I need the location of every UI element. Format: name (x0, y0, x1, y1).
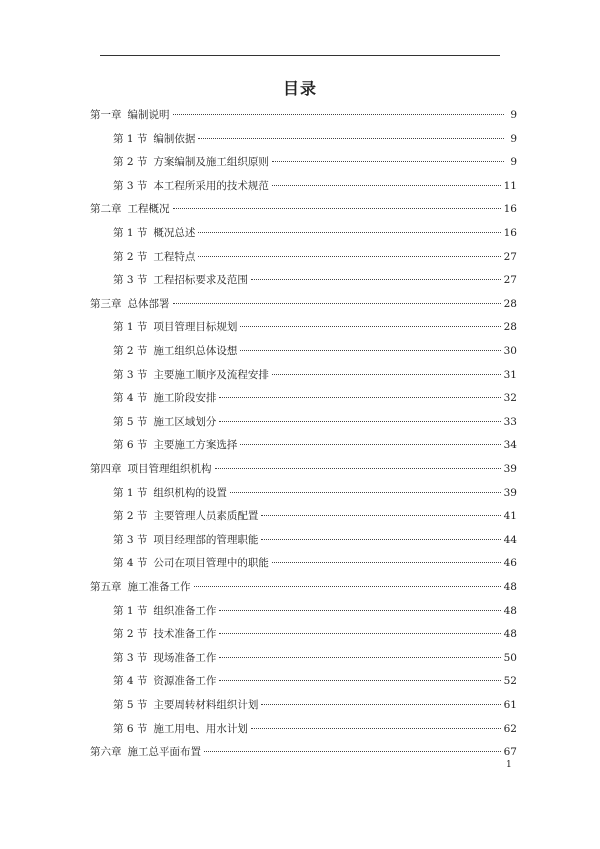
toc-entry[interactable] (113, 225, 517, 241)
toc-entry[interactable] (113, 532, 517, 548)
toc-entry[interactable] (90, 461, 517, 477)
toc-leader-dots (251, 728, 501, 729)
toc-leader-dots (272, 562, 501, 563)
toc-entry-label (113, 343, 237, 359)
toc-entry-text: 总体部署 (127, 297, 170, 310)
toc-entry-label (113, 673, 216, 689)
toc-entry-page: 39 (503, 486, 517, 499)
toc-entry-number: 第 3 节 (113, 368, 148, 381)
toc-entry-number: 第 5 节 (113, 415, 148, 428)
toc-entry-page: 31 (503, 368, 517, 381)
toc-entry-number: 第 1 节 (113, 132, 148, 145)
toc-leader-dots (219, 397, 500, 398)
toc-entry-label (113, 367, 269, 383)
toc-entry-text: 项目管理组织机构 (127, 463, 212, 475)
toc-entry-number: 第 3 节 (113, 274, 148, 287)
toc-leader-dots (173, 208, 501, 209)
toc-leader-dots (230, 492, 501, 493)
toc-entry-number: 第 4 节 (113, 557, 148, 570)
toc-leader-dots (240, 444, 500, 445)
toc-entry-label (113, 319, 237, 335)
toc-entry-label (113, 721, 248, 737)
toc-entry-text: 组织机构的设置 (153, 486, 227, 499)
toc-entry[interactable] (113, 178, 517, 194)
toc-leader-dots (219, 610, 500, 611)
toc-entry[interactable] (113, 697, 517, 713)
toc-leader-dots (219, 680, 500, 681)
toc-entry-label (113, 603, 216, 619)
toc-entry[interactable] (113, 154, 517, 170)
toc-entry-number: 第 2 节 (113, 250, 148, 263)
toc-leader-dots (219, 421, 500, 422)
toc-entry-label (113, 650, 216, 666)
toc-entry-text: 工程概况 (127, 203, 170, 216)
toc-leader-dots (198, 256, 500, 257)
toc-entry-text: 施工用电、用水计划 (153, 722, 248, 735)
toc-entry-label (90, 744, 201, 760)
toc-leader-dots (251, 279, 501, 280)
toc-entry-page: 27 (503, 274, 517, 287)
toc-entry-number: 第 1 节 (113, 486, 148, 499)
toc-entry[interactable] (113, 437, 517, 453)
toc-entry[interactable] (113, 319, 517, 335)
toc-entry[interactable] (113, 485, 517, 501)
toc-entry-number: 第二章 (90, 203, 122, 216)
toc-entry-page: 61 (503, 699, 517, 711)
toc-entry[interactable] (113, 272, 517, 288)
toc-entry-page: 9 (510, 132, 517, 145)
toc-leader-dots (198, 138, 504, 139)
toc-entry-number: 第 1 节 (113, 604, 148, 617)
toc-entry[interactable] (113, 673, 517, 689)
toc-entry-text: 施工准备工作 (127, 581, 191, 593)
toc-entry[interactable] (113, 603, 517, 619)
toc-entry-text: 技术准备工作 (153, 628, 217, 641)
toc-entry[interactable] (113, 367, 517, 383)
toc-entry-text: 概况总述 (153, 227, 196, 239)
toc-entry[interactable] (113, 414, 517, 430)
toc-entry-text: 资源准备工作 (153, 675, 217, 688)
toc-entry[interactable] (113, 508, 517, 524)
toc-entry-page: 34 (503, 439, 517, 452)
toc-leader-dots (219, 657, 500, 658)
toc-entry-label (113, 249, 195, 265)
toc-entry[interactable] (113, 343, 517, 359)
toc-entry-label (113, 272, 248, 288)
toc-entry-text: 编制说明 (127, 109, 170, 121)
toc-entry-text: 方案编制及施工组织原则 (153, 156, 269, 169)
toc-entry-page: 28 (503, 321, 517, 334)
toc-entry-text: 项目经理部的管理职能 (153, 533, 259, 546)
toc-entry-page: 44 (503, 533, 517, 546)
toc-entry-text: 主要管理人员素质配置 (153, 510, 259, 523)
toc-entry-number: 第 2 节 (113, 345, 148, 357)
toc-entry-label (113, 437, 237, 453)
toc-entry-number: 第 3 节 (113, 179, 148, 192)
toc-entry-page: 48 (503, 604, 517, 617)
toc-entry-number: 第三章 (90, 297, 122, 310)
page-number: 1 (506, 760, 512, 770)
toc-entry-text: 项目管理目标规划 (153, 321, 238, 334)
toc-entry[interactable] (113, 650, 517, 666)
toc-entry-number: 第 4 节 (113, 675, 148, 688)
toc-entry-label (113, 508, 258, 524)
toc-entry-label (113, 485, 227, 501)
toc-entry-text: 组织准备工作 (153, 604, 217, 617)
toc-entry-page: 9 (510, 156, 517, 169)
toc-entry-text: 现场准备工作 (153, 651, 217, 664)
toc-entry-number: 第 6 节 (113, 439, 148, 452)
toc-entry-number: 第五章 (90, 581, 122, 593)
toc-entry-number: 第 4 节 (113, 392, 148, 405)
toc-entry-label (113, 131, 195, 147)
toc-entry-text: 公司在项目管理中的职能 (153, 557, 269, 570)
toc-entry-page: 62 (503, 722, 517, 735)
toc-entry-label (90, 107, 170, 123)
toc-leader-dots (219, 633, 500, 634)
toc-leader-dots (272, 185, 501, 186)
toc-entry-number: 第 1 节 (113, 321, 148, 334)
toc-entry-number: 第 2 节 (113, 156, 148, 169)
toc-entry-page: 48 (503, 581, 517, 593)
toc-entry-number: 第 5 节 (113, 699, 148, 711)
header-rule (100, 55, 500, 56)
toc-leader-dots (261, 539, 500, 540)
toc-entry-page: 48 (503, 628, 517, 641)
toc-entry-text: 工程特点 (153, 250, 196, 263)
toc-entry-number: 第六章 (90, 746, 122, 759)
toc-entry-text: 施工组织总体设想 (153, 345, 238, 357)
toc-entry-number: 第 2 节 (113, 510, 148, 523)
toc-entry[interactable] (90, 201, 517, 217)
toc-entry-number: 第 2 节 (113, 628, 148, 641)
toc-entry-label (113, 154, 269, 170)
toc-entry-number: 第四章 (90, 463, 122, 475)
toc-leader-dots (173, 303, 501, 304)
toc-entry-number: 第 3 节 (113, 651, 148, 664)
toc-entry[interactable] (90, 107, 517, 123)
toc-entry-label (113, 697, 258, 713)
toc-leader-dots (204, 751, 501, 752)
toc-entry-label (90, 461, 212, 477)
toc-entry-label (113, 626, 216, 642)
toc-entry-page: 52 (503, 675, 517, 688)
toc-leader-dots (272, 161, 504, 162)
toc-entry-label (113, 532, 258, 548)
toc-entry[interactable] (113, 555, 517, 571)
toc-entry-page: 30 (503, 345, 517, 357)
toc-entry[interactable] (90, 744, 517, 760)
toc-entry-page: 16 (503, 227, 517, 239)
toc-entry-page: 28 (503, 297, 517, 310)
toc-leader-dots (272, 374, 501, 375)
toc-entry-page: 46 (503, 557, 517, 570)
toc-entry-text: 主要施工方案选择 (153, 439, 238, 452)
toc-entry-label (113, 555, 269, 571)
page-title: 目录 (282, 79, 317, 98)
toc-entry-text: 施工阶段安排 (153, 392, 217, 405)
toc-entry-text: 主要施工顺序及流程安排 (153, 368, 269, 381)
toc-leader-dots (240, 350, 500, 351)
toc-entry-page: 11 (503, 179, 517, 192)
toc-entry[interactable] (113, 131, 517, 147)
toc-entry-number: 第 6 节 (113, 722, 148, 735)
toc-entry-number: 第 1 节 (113, 227, 148, 239)
toc-entry-label (90, 201, 170, 217)
toc-leader-dots (215, 468, 501, 469)
toc-entry-page: 50 (503, 651, 517, 664)
toc-entry[interactable] (113, 721, 517, 737)
toc-entry-label (113, 414, 216, 430)
toc-entry[interactable] (90, 579, 517, 595)
toc-entry-text: 主要周转材料组织计划 (153, 699, 259, 711)
toc-leader-dots (261, 515, 500, 516)
toc-entry[interactable] (113, 390, 517, 406)
toc-entry-page: 33 (503, 415, 517, 428)
toc-entry-number: 第一章 (90, 109, 122, 121)
toc-entry-label (90, 296, 170, 312)
toc-entry[interactable] (113, 626, 517, 642)
toc-entry-text: 施工区域划分 (153, 415, 217, 428)
toc-entry-label (113, 390, 216, 406)
toc-leader-dots (240, 326, 500, 327)
toc-entry[interactable] (90, 296, 517, 312)
toc-leader-dots (198, 232, 500, 233)
toc-entry-number: 第 3 节 (113, 533, 148, 546)
toc-entry-page: 39 (503, 463, 517, 475)
toc-entry-page: 41 (503, 510, 517, 523)
toc-leader-dots (173, 114, 505, 115)
toc-entry-page: 67 (503, 746, 517, 759)
toc-entry-page: 32 (503, 392, 517, 405)
toc-entry-text: 本工程所采用的技术规范 (153, 179, 269, 192)
toc-entry-label (90, 579, 191, 595)
toc-leader-dots (261, 704, 500, 705)
toc-entry-page: 27 (503, 250, 517, 263)
toc-entry-text: 工程招标要求及范围 (153, 274, 248, 287)
toc-entry-label (113, 178, 269, 194)
toc-entry-text: 施工总平面布置 (127, 746, 201, 759)
toc-entry[interactable] (113, 249, 517, 265)
toc-entry-page: 9 (510, 109, 517, 121)
toc-entry-label (113, 225, 195, 241)
toc-entry-text: 编制依据 (153, 132, 196, 145)
toc-leader-dots (194, 586, 501, 587)
toc-entry-page: 16 (503, 203, 517, 216)
